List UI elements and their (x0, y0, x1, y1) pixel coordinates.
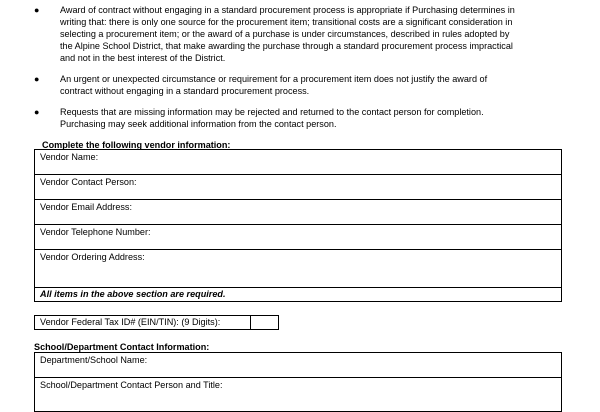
tax-id-input[interactable] (251, 316, 278, 329)
field-label: School/Department Contact Person and Title: (40, 380, 223, 390)
field-label: Vendor Contact Person: (40, 177, 137, 187)
list-item (34, 106, 560, 130)
list-item (34, 73, 560, 97)
bullet-icon: ● (34, 5, 40, 15)
text-line: An urgent or unexpected circumstance or requirement for a procurement item does not justify the award of (60, 74, 488, 84)
field-label: Vendor Name: (40, 152, 99, 162)
text-line: Purchasing may seek additional information from the contact person. (60, 119, 337, 130)
vendor-info-table (34, 149, 562, 302)
text-line: Requests that are missing information may be rejected and returned to the contact person for completion. (60, 107, 484, 117)
text-line: Award of contract without engaging in a standard procurement process is appropriate if Purchasing determines in (60, 5, 515, 15)
school-contact-table (34, 352, 562, 412)
vendor-email-field[interactable] (35, 200, 561, 225)
field-label: Vendor Federal Tax ID# (EIN/TIN): (9 Digits): (40, 317, 221, 327)
vendor-name-field[interactable] (35, 150, 561, 175)
vendor-section-heading: Complete the following vendor information: (42, 140, 231, 150)
bullet-text (40, 73, 560, 97)
text-line: the Alpine School District, that make awarding the purchase through a standard procurement process impractical (60, 41, 513, 52)
field-label: Vendor Email Address: (40, 202, 132, 212)
contact-person-title-field[interactable] (35, 378, 561, 408)
vendor-telephone-field[interactable] (35, 225, 561, 250)
bullet-icon: ● (34, 107, 40, 117)
school-section-heading: School/Department Contact Information: (34, 342, 210, 352)
text-line: selecting a procurement item; or the award of a purchase is under circumstances, described in rules adopted by (60, 29, 510, 40)
text-line: contract without engaging in a standard procurement process. (60, 86, 310, 97)
vendor-contact-person-field[interactable] (35, 175, 561, 200)
field-label: Vendor Telephone Number: (40, 227, 151, 237)
field-label: Vendor Ordering Address: (40, 252, 145, 262)
bullet-text (40, 106, 560, 130)
list-item (34, 4, 560, 64)
required-note-row (35, 288, 561, 302)
text-line: writing that: there is only one source for the procurement item; transitional costs are a significant consideration in (60, 17, 513, 28)
bullet-text (40, 4, 560, 64)
field-label: Department/School Name: (40, 355, 148, 365)
text-line: and not in the best interest of the District. (60, 53, 226, 64)
department-school-name-field[interactable] (35, 353, 561, 378)
required-note: All items in the above section are required. (40, 289, 226, 299)
vendor-ordering-address-field[interactable] (35, 250, 561, 288)
bullet-icon: ● (34, 74, 40, 84)
vendor-tax-id-field (34, 315, 279, 330)
